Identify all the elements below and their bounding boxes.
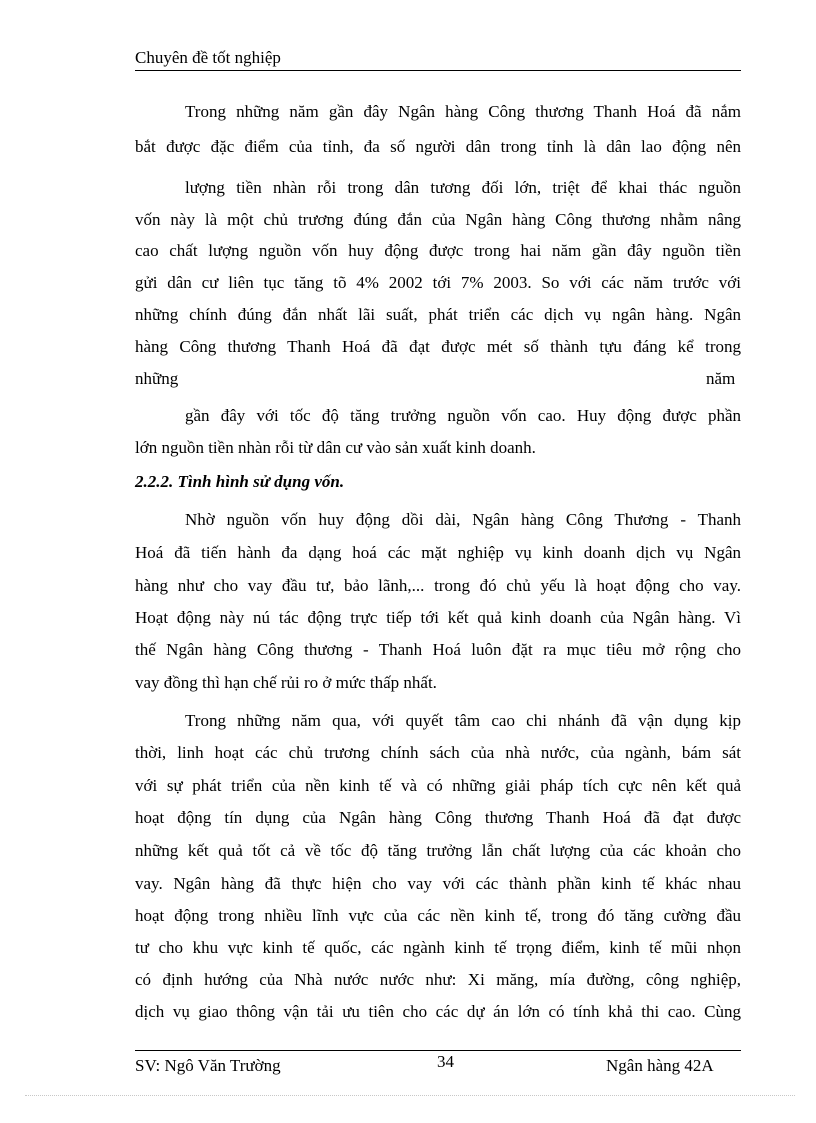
body-line: thời, linh hoạt các chủ trương chính sách của nhà nước, của ngành, bám sát [135, 743, 741, 762]
body-line: Hoạt động này nú tác động trực tiếp tới kết quả kinh doanh của Ngân hàng. Vì [135, 608, 741, 627]
body-line: cao chất lượng nguồn vốn huy động được trong hai năm gần đây nguồn tiền [135, 241, 741, 260]
body-line: những kết quả tốt cả về tốc độ tăng trưởng lẫn chất lượng của các khoản cho [135, 841, 741, 860]
footer-divider [135, 1050, 741, 1051]
body-line: hoạt động trong nhiều lĩnh vực của các nền kinh tế, trong đó tăng cường đầu [135, 906, 741, 925]
header-title: Chuyên đề tốt nghiệp [135, 48, 281, 67]
body-line: hoạt động tín dụng của Ngân hàng Công thương Thanh Hoá đã đạt được [135, 808, 741, 827]
footer-student: SV: Ngô Văn Trường [135, 1056, 281, 1075]
body-line: tư cho khu vực kinh tế quốc, các ngành kinh tế trọng điểm, kinh tế mũi nhọn [135, 938, 741, 957]
body-line: bắt được đặc điểm của tỉnh, đa số người dân trong tỉnh là dân lao động nên [135, 137, 741, 156]
body-line: dịch vụ giao thông vận tải ưu tiên cho các dự án lớn có tính khả thi cao. Cùng [135, 1002, 741, 1021]
body-line: thế Ngân hàng Công thương - Thanh Hoá luôn đặt ra mục tiêu mở rộng cho [135, 640, 741, 659]
body-line: Hoá đã tiến hành đa dạng hoá các mặt nghiệp vụ kinh doanh dịch vụ Ngân [135, 543, 741, 562]
body-line: gửi dân cư liên tục tăng tõ 4% 2002 tới 7% 2003. So với các năm trước với [135, 273, 741, 292]
body-line: vay. Ngân hàng đã thực hiện cho vay với các thành phần kinh tế khác nhau [135, 874, 741, 893]
body-line: hàng Công thương Thanh Hoá đã đạt được mét số thành tựu đáng kể trong [135, 337, 741, 356]
body-line: vay đồng thì hạn chế rủi ro ở mức thấp nhất. [135, 673, 437, 692]
body-line: lớn nguồn tiền nhàn rỗi từ dân cư vào sản xuất kinh doanh. [135, 438, 536, 457]
section-heading: 2.2.2. Tình hình sử dụng vốn. [135, 472, 345, 491]
body-line: gần đây với tốc độ tăng trưởng nguồn vốn cao. Huy động được phần [185, 406, 741, 425]
body-line: Trong những năm qua, với quyết tâm cao chi nhánh đã vận dụng kịp [185, 711, 741, 730]
body-line: với sự phát triển của nền kinh tế và có những giải pháp tích cực nên kết quả [135, 776, 741, 795]
body-line: vốn này là một chủ trương đúng đắn của Ngân hàng Công thương nhằm nâng [135, 210, 741, 229]
body-line: lượng tiền nhàn rỗi trong dân tương đối lớn, triệt để khai thác nguồn [185, 178, 741, 197]
body-line: Trong những năm gần đây Ngân hàng Công thương Thanh Hoá đã nắm [185, 102, 741, 121]
body-line: những [135, 369, 179, 388]
body-line: Nhờ nguồn vốn huy động dồi dài, Ngân hàng Công Thương - Thanh [185, 510, 741, 529]
footer-class: Ngân hàng 42A [606, 1056, 714, 1075]
header-divider [135, 70, 741, 71]
body-line: năm [706, 369, 736, 388]
body-line: hàng như cho vay đầu tư, bảo lãnh,... trong đó chủ yếu là hoạt động cho vay. [135, 576, 741, 595]
body-line: những chính đúng đắn nhất lãi suất, phát triển các dịch vụ ngân hàng. Ngân [135, 305, 741, 324]
page-boundary [25, 1095, 795, 1096]
body-line: có định hướng của Nhà nước nước như: Xi măng, mía đường, công nghiệp, [135, 970, 741, 989]
page-number: 34 [437, 1052, 454, 1071]
